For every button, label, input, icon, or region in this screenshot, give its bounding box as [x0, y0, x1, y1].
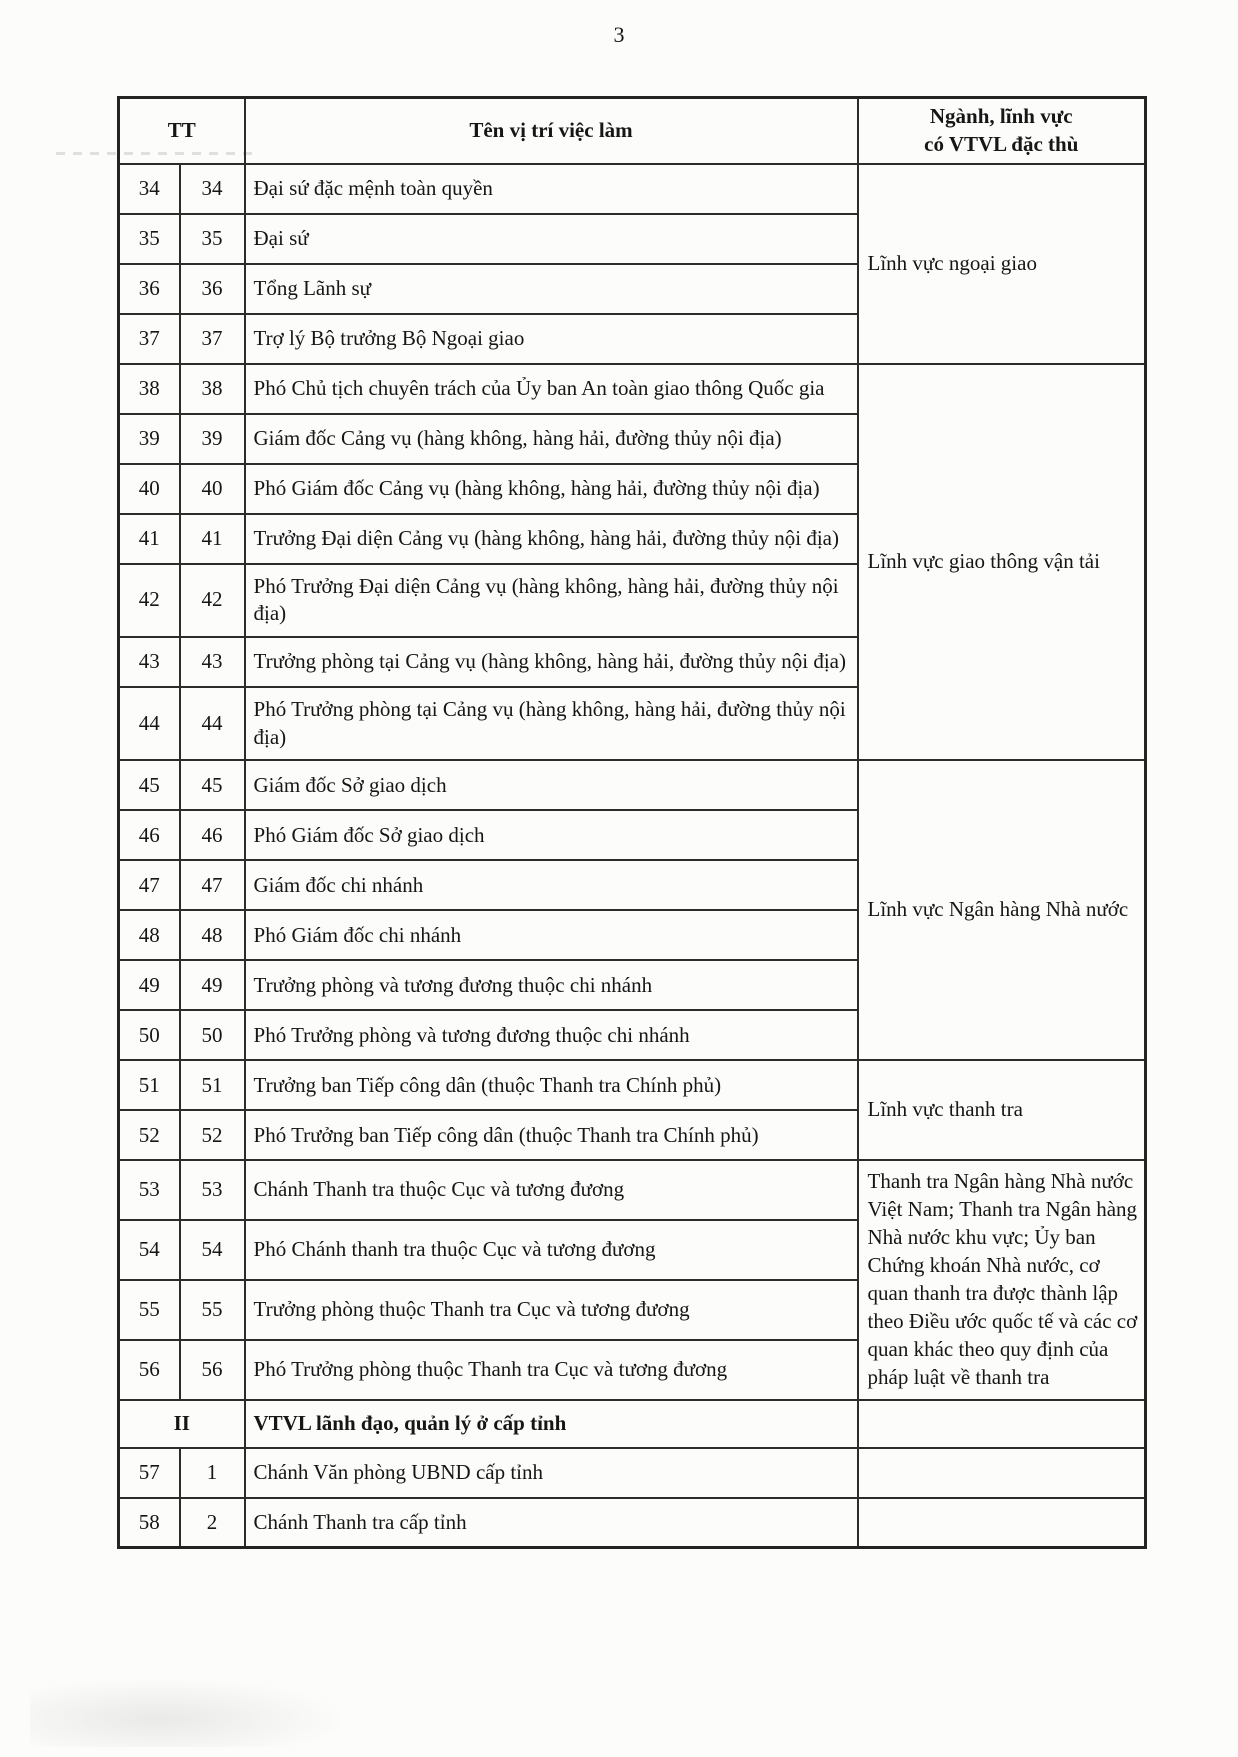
position-name: Phó Trưởng phòng và tương đương thuộc chi nhánh: [245, 1010, 858, 1060]
row-number-overall: 47: [119, 860, 180, 910]
positions-table: [117, 96, 1147, 1549]
row-number-in-section: 1: [180, 1448, 245, 1498]
table-row: [119, 1160, 1146, 1220]
row-number-overall: 36: [119, 264, 180, 314]
row-number-in-section: 38: [180, 364, 245, 414]
row-number-overall: 52: [119, 1110, 180, 1160]
position-name: Đại sứ: [245, 214, 858, 264]
position-name: Chánh Thanh tra thuộc Cục và tương đương: [245, 1160, 858, 1220]
position-name: Phó Chủ tịch chuyên trách của Ủy ban An toàn giao thông Quốc gia: [245, 364, 858, 414]
position-name: Trưởng Đại diện Cảng vụ (hàng không, hàng hải, đường thủy nội địa): [245, 514, 858, 564]
field-group-cell: Lĩnh vực Ngân hàng Nhà nước: [858, 760, 1146, 1060]
row-number-overall: 58: [119, 1498, 180, 1548]
table-row: [119, 1060, 1146, 1110]
row-number-in-section: 55: [180, 1280, 245, 1340]
page-number: 3: [613, 22, 625, 47]
position-name: Phó Trưởng ban Tiếp công dân (thuộc Thanh tra Chính phủ): [245, 1110, 858, 1160]
row-number-in-section: 45: [180, 760, 245, 810]
row-number-in-section: 39: [180, 414, 245, 464]
row-number-overall: 46: [119, 810, 180, 860]
position-name: Phó Giám đốc Sở giao dịch: [245, 810, 858, 860]
row-number-in-section: 48: [180, 910, 245, 960]
row-number-overall: 55: [119, 1280, 180, 1340]
row-number-in-section: 52: [180, 1110, 245, 1160]
position-name: Phó Trưởng Đại diện Cảng vụ (hàng không, hàng hải, đường thủy nội địa): [245, 564, 858, 637]
row-number-in-section: 46: [180, 810, 245, 860]
position-name: Chánh Văn phòng UBND cấp tỉnh: [245, 1448, 858, 1498]
header-field-line2: có VTVL đặc thù: [924, 131, 1079, 156]
position-name: Trưởng phòng và tương đương thuộc chi nhánh: [245, 960, 858, 1010]
table-row: [119, 760, 1146, 810]
header-tt: TT: [119, 98, 245, 164]
row-number-in-section: 42: [180, 564, 245, 637]
header-row: [119, 98, 1146, 164]
row-number-overall: 35: [119, 214, 180, 264]
section-row: [119, 1400, 1146, 1448]
position-name: Giám đốc chi nhánh: [245, 860, 858, 910]
row-number-overall: 54: [119, 1220, 180, 1280]
table-row: [119, 1498, 1146, 1548]
row-number-in-section: 54: [180, 1220, 245, 1280]
row-number-in-section: 34: [180, 164, 245, 214]
field-group-cell: Lĩnh vực thanh tra: [858, 1060, 1146, 1160]
position-name: Giám đốc Sở giao dịch: [245, 760, 858, 810]
row-number-overall: 53: [119, 1160, 180, 1220]
row-number-overall: 34: [119, 164, 180, 214]
row-number-overall: 39: [119, 414, 180, 464]
header-position-name: Tên vị trí việc làm: [245, 98, 858, 164]
row-number-overall: 38: [119, 364, 180, 414]
row-number-in-section: 51: [180, 1060, 245, 1110]
position-name: Giám đốc Cảng vụ (hàng không, hàng hải, đường thủy nội địa): [245, 414, 858, 464]
row-number-in-section: 37: [180, 314, 245, 364]
table-row: [119, 364, 1146, 414]
field-group-cell: Lĩnh vực giao thông vận tải: [858, 364, 1146, 761]
row-number-overall: 41: [119, 514, 180, 564]
row-number-overall: 40: [119, 464, 180, 514]
row-number-in-section: 50: [180, 1010, 245, 1060]
row-number-overall: 43: [119, 637, 180, 687]
row-number-in-section: 53: [180, 1160, 245, 1220]
position-name: Trợ lý Bộ trưởng Bộ Ngoại giao: [245, 314, 858, 364]
scan-artifact-smudge: [30, 1677, 350, 1747]
position-name: Phó Giám đốc Cảng vụ (hàng không, hàng hải, đường thủy nội địa): [245, 464, 858, 514]
row-number-in-section: 36: [180, 264, 245, 314]
table-row: [119, 164, 1146, 214]
section-numeral: II: [119, 1400, 245, 1448]
position-name: Phó Giám đốc chi nhánh: [245, 910, 858, 960]
field-cell-empty: [858, 1448, 1146, 1498]
row-number-in-section: 43: [180, 637, 245, 687]
row-number-overall: 50: [119, 1010, 180, 1060]
row-number-overall: 49: [119, 960, 180, 1010]
row-number-overall: 37: [119, 314, 180, 364]
row-number-overall: 56: [119, 1340, 180, 1400]
row-number-in-section: 44: [180, 687, 245, 760]
table-body: [119, 164, 1146, 1548]
position-name: Trưởng ban Tiếp công dân (thuộc Thanh tra Chính phủ): [245, 1060, 858, 1110]
table-row: [119, 1448, 1146, 1498]
row-number-overall: 48: [119, 910, 180, 960]
position-name: Đại sứ đặc mệnh toàn quyền: [245, 164, 858, 214]
row-number-in-section: 56: [180, 1340, 245, 1400]
position-name: Phó Trưởng phòng thuộc Thanh tra Cục và tương đương: [245, 1340, 858, 1400]
position-name: Tổng Lãnh sự: [245, 264, 858, 314]
row-number-in-section: 47: [180, 860, 245, 910]
row-number-overall: 51: [119, 1060, 180, 1110]
row-number-in-section: 41: [180, 514, 245, 564]
section-title: VTVL lãnh đạo, quản lý ở cấp tỉnh: [245, 1400, 858, 1448]
position-name: Phó Chánh thanh tra thuộc Cục và tương đương: [245, 1220, 858, 1280]
field-group-cell: Lĩnh vực ngoại giao: [858, 164, 1146, 364]
field-cell-empty: [858, 1400, 1146, 1448]
header-field: [858, 98, 1146, 164]
position-name: Trưởng phòng tại Cảng vụ (hàng không, hàng hải, đường thủy nội địa): [245, 637, 858, 687]
row-number-in-section: 2: [180, 1498, 245, 1548]
position-name: Phó Trưởng phòng tại Cảng vụ (hàng không, hàng hải, đường thủy nội địa): [245, 687, 858, 760]
row-number-overall: 57: [119, 1448, 180, 1498]
row-number-in-section: 40: [180, 464, 245, 514]
field-cell-empty: [858, 1498, 1146, 1548]
row-number-in-section: 35: [180, 214, 245, 264]
row-number-overall: 45: [119, 760, 180, 810]
row-number-overall: 44: [119, 687, 180, 760]
row-number-overall: 42: [119, 564, 180, 637]
position-name: Trưởng phòng thuộc Thanh tra Cục và tương đương: [245, 1280, 858, 1340]
header-field-line1: Ngành, lĩnh vực: [929, 104, 1073, 129]
row-number-in-section: 49: [180, 960, 245, 1010]
field-group-cell: Thanh tra Ngân hàng Nhà nước Việt Nam; Thanh tra Ngân hàng Nhà nước khu vực; Ủy ban Chứng khoán Nhà nước, cơ quan thanh tra được thành lập theo Điều ước quốc tế và các cơ quan khác theo quy định của pháp luật về thanh tra: [858, 1160, 1146, 1399]
position-name: Chánh Thanh tra cấp tỉnh: [245, 1498, 858, 1548]
